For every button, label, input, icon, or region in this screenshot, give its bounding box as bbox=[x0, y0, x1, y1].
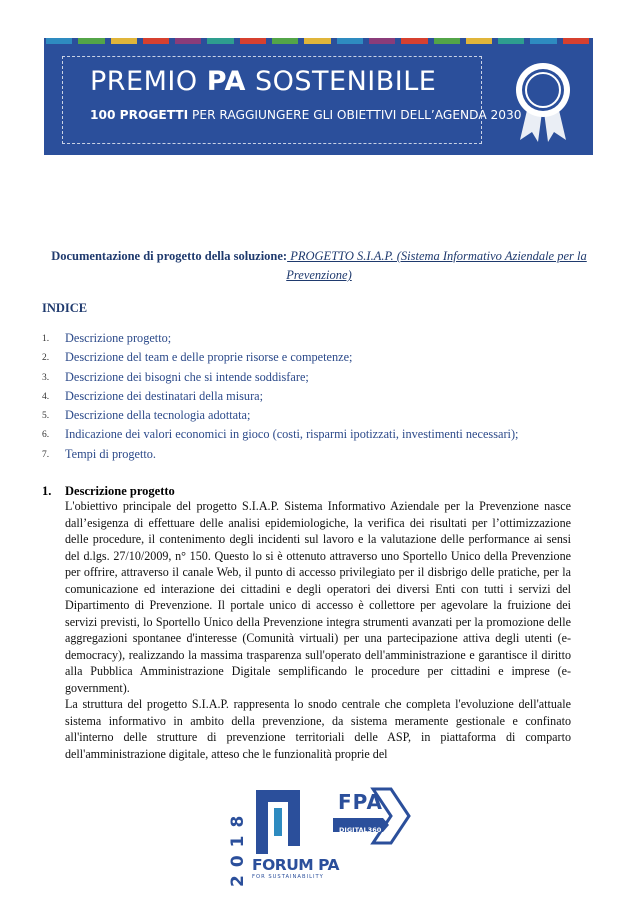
color-stripe-segment bbox=[175, 38, 201, 44]
banner-title: PREMIO PA SOSTENIBILE bbox=[90, 66, 437, 97]
color-stripe-segment bbox=[337, 38, 363, 44]
award-ribbon-icon bbox=[512, 60, 574, 144]
year-vertical-label bbox=[226, 775, 248, 890]
color-stripe-segment bbox=[369, 38, 395, 44]
paragraph: La struttura del progetto S.I.A.P. rappresenta lo snodo centrale che completa l'evoluzione dell'attuale sistema informativo in ambito della prevenzione, da sistema meramente gestionale e confinato all'interno delle strutture di prevenzione territoriali delle ASP, in piattaforma di comparto dell'amministrazione digitale, atteso che le funzionalità proprie del bbox=[65, 697, 571, 761]
index-item: 5. Descrizione della tecnologia adottata; bbox=[42, 408, 251, 423]
color-stripe-segment bbox=[530, 38, 556, 44]
document-title: Documentazione di progetto della soluzione: PROGETTO S.I.A.P. (Sistema Informativo Aziendale per la Prevenzione) bbox=[51, 249, 587, 282]
color-stripe-segment bbox=[207, 38, 233, 44]
color-stripe-segment bbox=[240, 38, 266, 44]
banner-subtitle: 100 PROGETTI PER RAGGIUNGERE GLI OBIETTIVI DELL’AGENDA 2030 bbox=[90, 108, 522, 122]
index-list bbox=[42, 329, 518, 464]
color-stripe-segment bbox=[272, 38, 298, 44]
digital360-logo-text: DIGITAL360 bbox=[339, 826, 382, 834]
forum-pa-logo-mark bbox=[254, 786, 302, 856]
index-item: 1. Descrizione progetto; bbox=[42, 331, 172, 345]
color-stripe-segment bbox=[434, 38, 460, 44]
section-body bbox=[65, 498, 571, 762]
index-item: 4. Descrizione dei destinatari della misura; bbox=[42, 388, 264, 403]
forum-pa-logo-text: FORUM PA bbox=[252, 856, 340, 874]
index-item: 7. Tempi di progetto. bbox=[42, 446, 157, 461]
color-stripe-segment bbox=[401, 38, 427, 44]
index-heading: INDICE bbox=[42, 301, 88, 315]
color-stripe-segment bbox=[466, 38, 492, 44]
color-stripe-segment bbox=[563, 38, 589, 44]
color-stripe-segment bbox=[304, 38, 330, 44]
index-item: 6. Indicazione dei valori economici in gioco (costi, risparmi ipotizzati, investimenti necessari); bbox=[42, 427, 519, 442]
fpa-logo-text: FPA bbox=[338, 790, 383, 814]
color-stripe-segment bbox=[111, 38, 137, 44]
forum-pa-tagline: FOR SUSTAINABILITY bbox=[252, 874, 324, 880]
year-text: 2018 bbox=[228, 807, 248, 887]
index-item: 3. Descrizione dei bisogni che si intende soddisfare; bbox=[42, 369, 309, 384]
paragraph: L'obiettivo principale del progetto S.I.A.P. Sistema Informativo Aziendale per la Prevenzione nasce dall’esigenza di effettuare delle analisi epidemiologiche, la verifica dei risultati per l’ottimizzazione delle procedure, il contenimento degli incidenti sul lavoro e la valutazione delle performance ai sensi del d.lgs. 27/10/2009, n° 150. Questo lo si è ottenuto attraverso uno Sportello Unico della Prevenzione per offrire, attraverso il canale Web, il punto di accesso privilegiato per il disbrigo delle pratiche, per la comunicazione ed interazione dei cittadini e degli operatori dei diversi Enti con tutti i servizi del Dipartimento di Prevenzione. Il portale unico di accesso è collettore per agevolare la fruizione dei servizi previsti, lo Sportello Unico della Prevenzione integra strumenti avanzati per la promozione delle aggregazioni spontanee d'interesse (Comunità virtuali) per una partecipazione attiva degli utenti (e-democracy), realizzando la massima trasparenza sull'operato dell'amministrazione e garantisce il diritto alla Pubblica Amministrazione Digitale semplificando le procedure per cittadini e imprese (e-government). bbox=[65, 499, 571, 695]
header-banner bbox=[44, 38, 593, 155]
index-item: 2. Descrizione del team e delle proprie risorse e competenze; bbox=[42, 350, 353, 365]
color-stripe-segment bbox=[498, 38, 524, 44]
section-heading: 1. Descrizione progetto bbox=[42, 484, 175, 498]
color-stripe-segment bbox=[143, 38, 169, 44]
color-stripe-segment bbox=[46, 38, 72, 44]
color-stripe-segment bbox=[78, 38, 104, 44]
